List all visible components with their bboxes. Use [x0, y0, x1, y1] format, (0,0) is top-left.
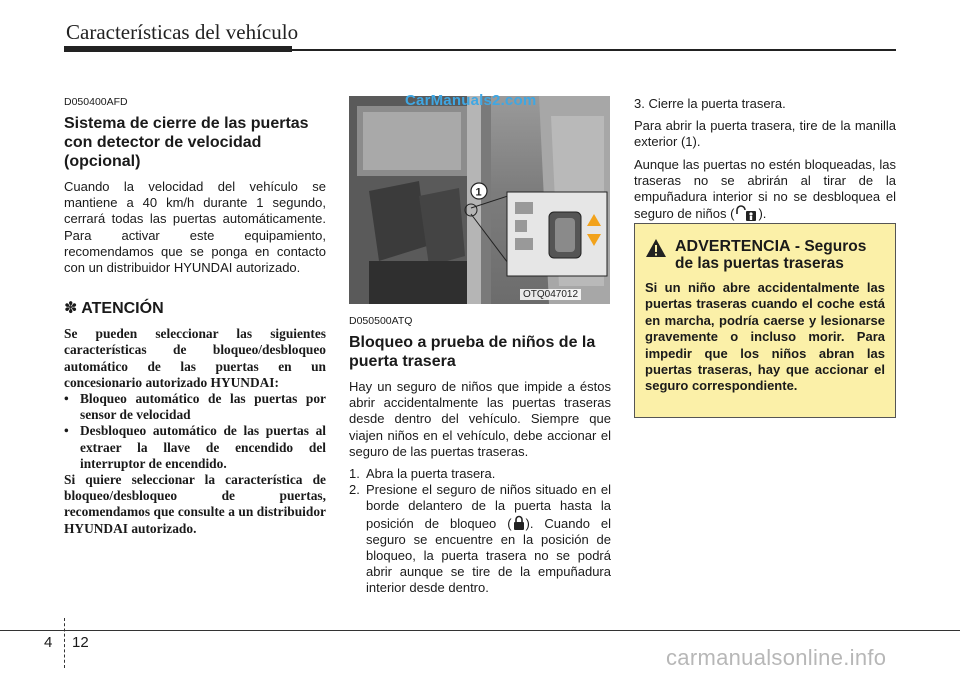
attention-item: • Bloqueo automático de las puertas por sensor de velocidad [64, 391, 326, 423]
warning-title: ADVERTENCIA - Seguros de las puertas traseras [675, 238, 867, 272]
paragraph-open-door: Para abrir la puerta trasera, tire de la manilla exterior (1). [634, 118, 896, 150]
footer-divider [64, 618, 66, 668]
attention-item: • Desbloqueo automático de las puertas al extraer la llave de encendido del interruptor de encendido. [64, 423, 326, 472]
warning-box [634, 223, 896, 418]
attention-heading: ✽ ATENCIÓN [64, 300, 164, 318]
attention-outro: Si quiere seleccionar la característica de bloqueo/desbloqueo de puertas, recomendamos que consulte a un distribuidor HYUNDAI autorizado. [64, 472, 326, 536]
figure-code: OTQ047012 [520, 289, 581, 300]
attention-block [64, 326, 326, 537]
step-item: 1. Abra la puerta trasera. [349, 466, 496, 482]
speed-lock-section [64, 96, 326, 537]
section-code: D050500ATQ [349, 315, 413, 327]
lock-icon [512, 515, 526, 531]
header-rule-thick [64, 46, 292, 52]
page-number: 12 [72, 634, 89, 651]
warning-triangle-icon [645, 238, 667, 258]
footer-rule [0, 630, 960, 631]
section-title: Bloqueo a prueba de niños de la puerta trasera [349, 334, 596, 370]
section-body: Hay un seguro de niños que impide a éstos abrir accidentalmente las puertas traseras desde dentro del vehículo. Siempre que viajen niños en el vehículo, debe accionar el seguro de las puertas traseras. [349, 379, 611, 459]
child-lock-continued [634, 96, 896, 228]
callout-number: 1 [475, 186, 482, 199]
warning-text: Si un niño abre accidentalmente las puertas traseras cuando el coche está en marcha, podría caerse y lesionarse gravemente o incluso morir. Para impedir que los niños abran las puertas traseras, hay que accionar el seguro correspondiente. [645, 280, 885, 394]
page-header-title: Características del vehículo [66, 20, 299, 44]
section-title: Sistema de cierre de las puertas con detector de velocidad (opcional) [64, 115, 309, 170]
section-code: D050400AFD [64, 96, 128, 108]
chapter-number: 4 [44, 634, 53, 651]
header-rule-thin [292, 49, 896, 51]
door-photo-drawing [349, 96, 610, 304]
footer-watermark: carmanualsonline.info [666, 645, 887, 670]
child-lock-section [349, 315, 611, 597]
rear-door-child-lock-illustration [349, 96, 610, 304]
figure-watermark: CarManuals2.com [405, 92, 537, 109]
steps-list [349, 466, 611, 597]
child-unlock-icon [734, 205, 758, 221]
step-3: 3. Cierre la puerta trasera. [634, 96, 786, 111]
attention-intro: Se pueden seleccionar las siguientes características de bloqueo/desbloqueo automático de las puertas en un concesionario autorizado HYUNDAI: [64, 326, 326, 390]
step-item: 2. Presione el seguro de niños situado en el borde delantero de la puerta hasta la posición de bloqueo ( ). Cuando el seguro se encuentre en la posición de bloqueo, la puerta trasera no se podrá abrir aunque se tire de la empuñadura interior desde dentro. [349, 482, 611, 596]
paragraph-unlock: Aunque las puertas no estén bloqueadas, las traseras no se abrirán al tirar de la empuñadura interior si no se desbloquea el seguro de niños ( ). [634, 156, 896, 222]
section-body: Cuando la velocidad del vehículo se mantiene a 40 km/h durante 1 segundo, cerrará todas las puertas automáticamente. Para activar este equipamiento, recomendamos que se ponga en contacto con un distribuidor HYUNDAI autorizado. [64, 179, 326, 276]
warning-title-row [645, 238, 885, 272]
